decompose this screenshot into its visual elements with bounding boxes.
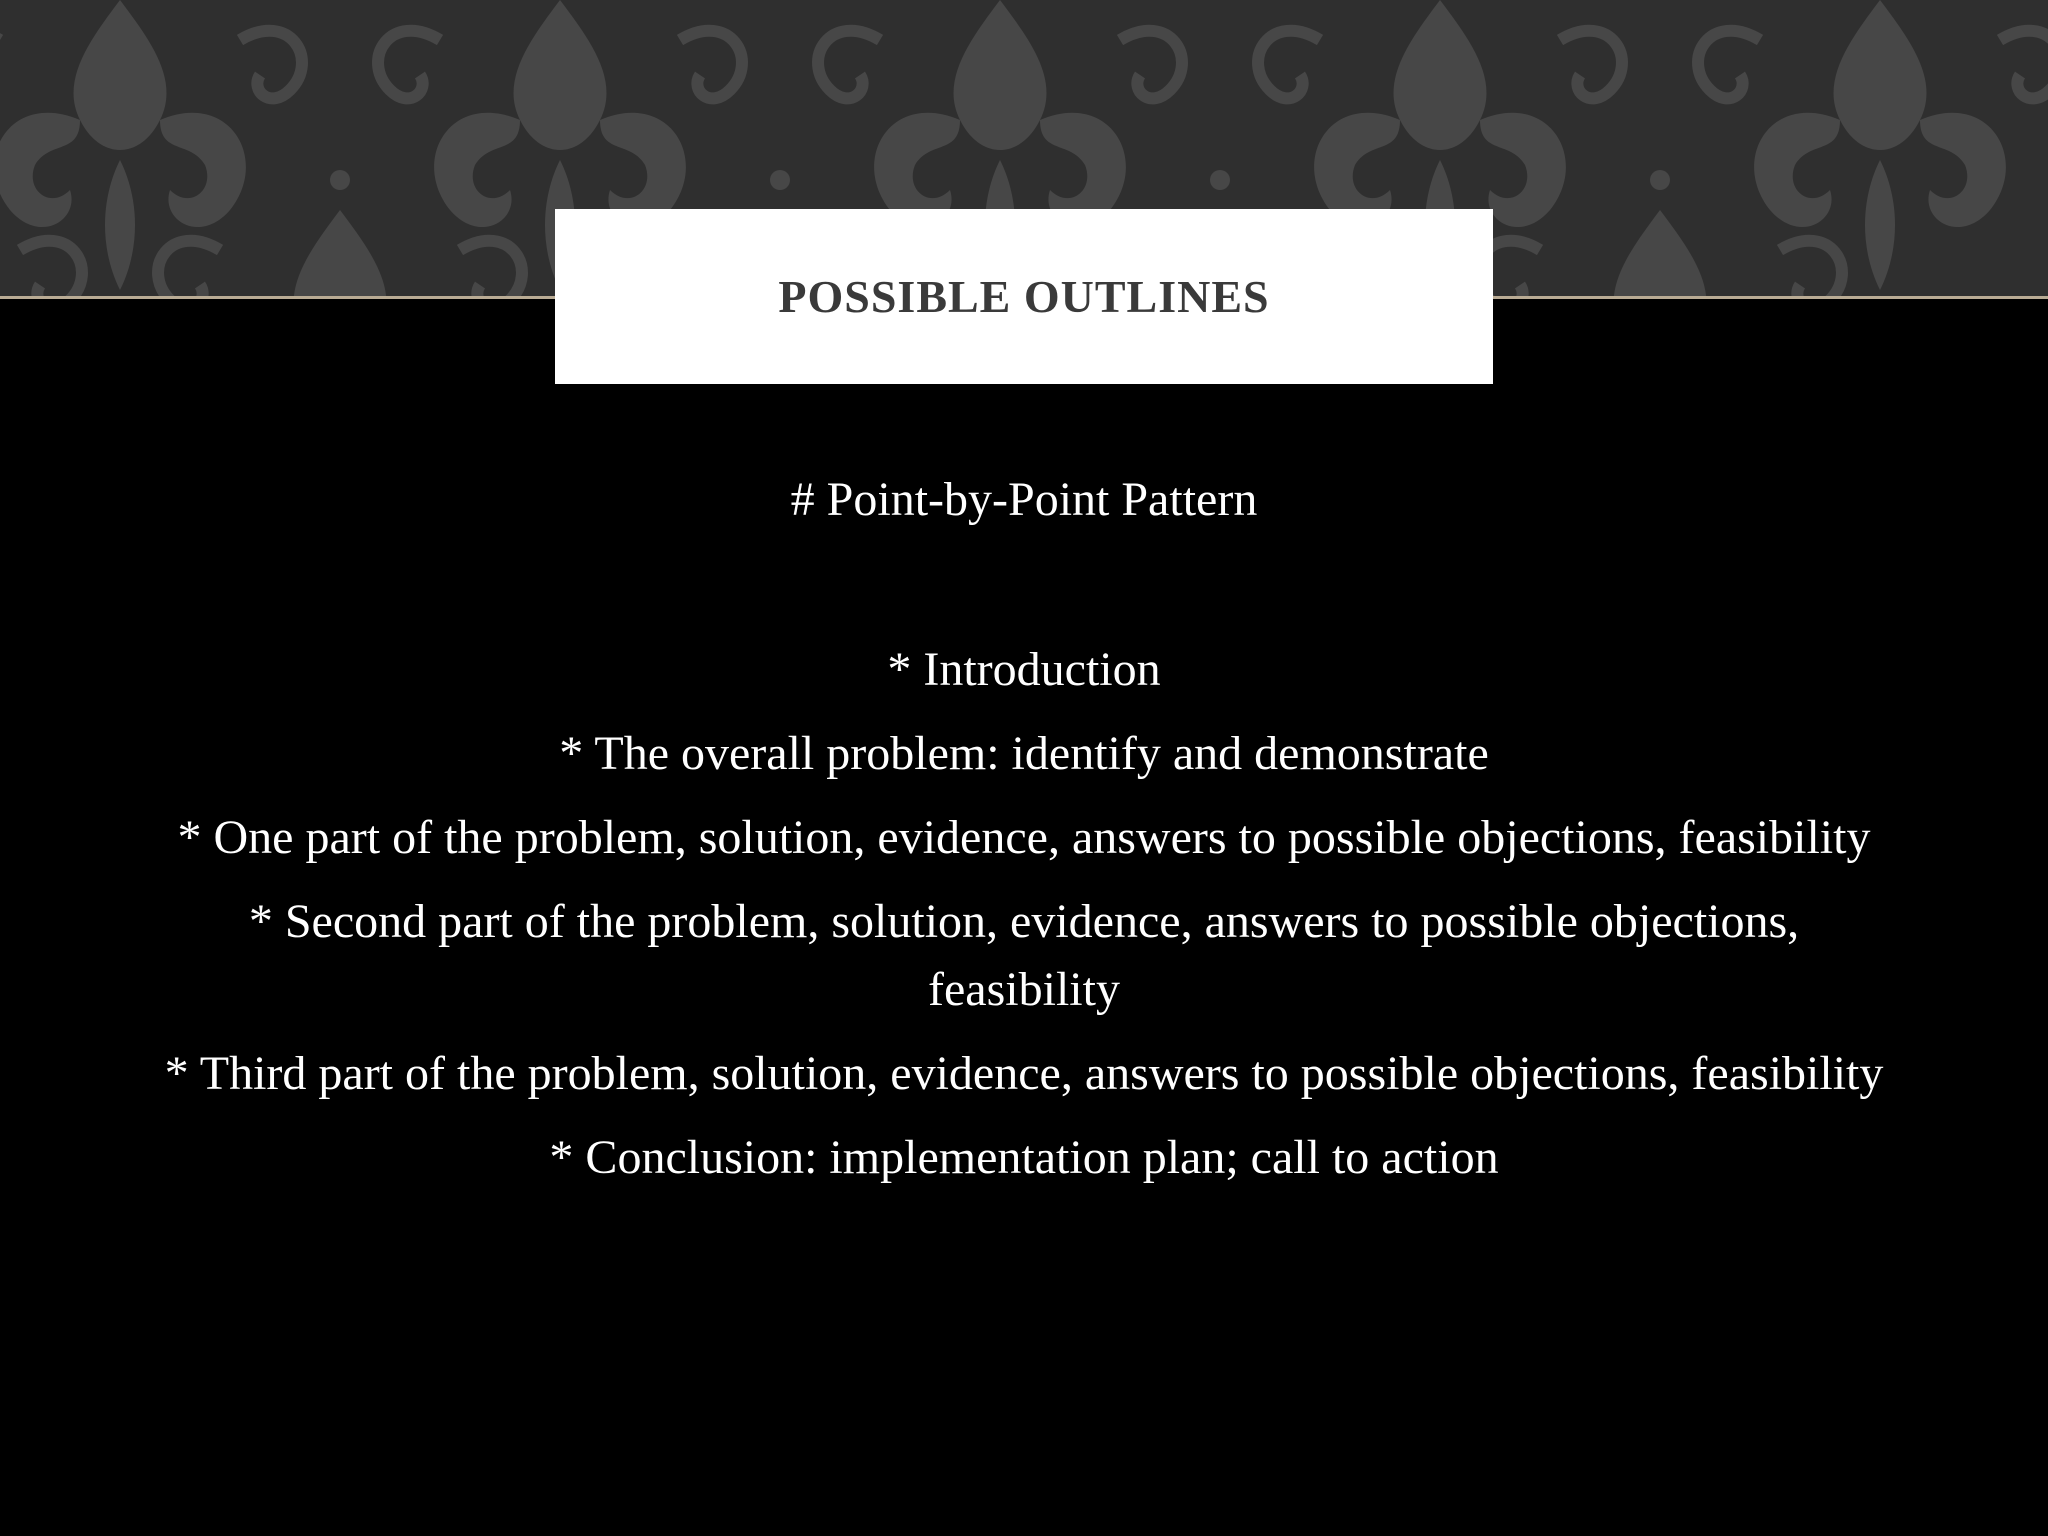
outline-subheading: # Point-by-Point Pattern — [790, 473, 1258, 526]
outline-item-overall-problem: * The overall problem: identify and demonstrate — [559, 727, 1489, 780]
outline-item-part-three: * Third part of the problem, solution, evidence, answers to possible objections, feasibility — [164, 1047, 1884, 1100]
outline-item-part-one: * One part of the problem, solution, evidence, answers to possible objections, feasibility — [177, 811, 1871, 864]
title-box — [555, 209, 1493, 384]
slide-title: POSSIBLE OUTLINES — [778, 271, 1270, 322]
outline-item-conclusion: * Conclusion: implementation plan; call to action — [549, 1131, 1499, 1184]
slide-body — [150, 466, 1898, 1208]
outline-item-part-two: * Second part of the problem, solution, evidence, answers to possible objections, feasibility — [248, 895, 1800, 1016]
outline-item-introduction: * Introduction — [887, 643, 1161, 696]
